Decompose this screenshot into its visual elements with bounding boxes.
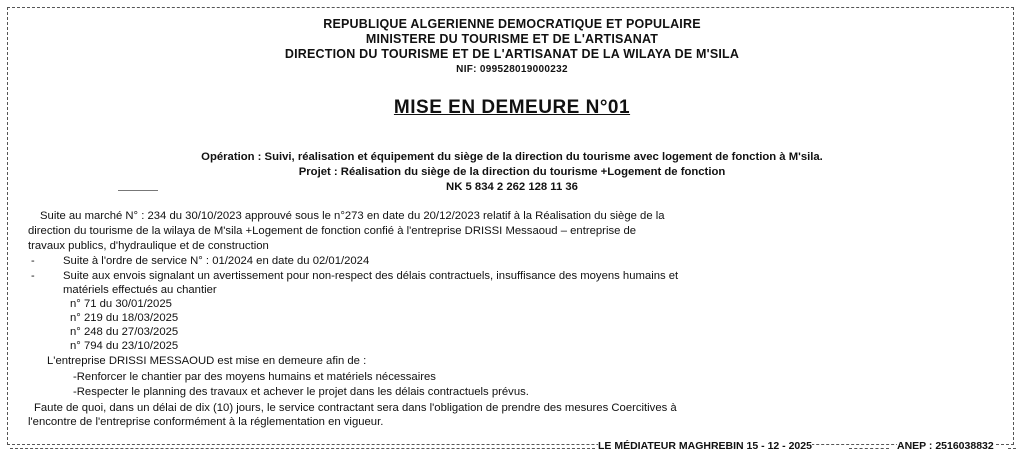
header-direction: DIRECTION DU TOURISME ET DE L'ARTISANAT DE LA WILAYA DE M'SILA — [284, 47, 740, 61]
para1-line3: travaux publics, d'hydraulique et de construction — [28, 240, 269, 252]
demeure-statement: L'entreprise DRISSI MESSAOUD est mise en demeure afin de : — [47, 355, 367, 367]
project-line: Projet : Réalisation du siège de la direction du tourisme +Logement de fonction — [298, 166, 726, 178]
bullet-warnings-line1: Suite aux envois signalant un avertissement pour non-respect des délais contractuels, insuffisance des moyens humains et — [63, 270, 679, 282]
operation-line: Opération : Suivi, réalisation et équipement du siège de la direction du tourisme avec logement de fonction à M'sila. — [201, 151, 823, 163]
footer-rule — [10, 448, 595, 449]
footer-rule — [1008, 448, 1016, 449]
header-republic: REPUBLIQUE ALGERIENNE DEMOCRATIQUE ET POPULAIRE — [323, 17, 701, 31]
header-ministry: MINISTERE DU TOURISME ET DE L'ARTISANAT — [365, 32, 659, 46]
bullet-mark: - — [31, 270, 35, 282]
reference-item: n° 794 du 23/10/2025 — [70, 340, 179, 352]
bullet-mark: - — [31, 255, 35, 267]
bullet-service-order: Suite à l'ordre de service N° : 01/2024 en date du 02/01/2024 — [63, 255, 370, 267]
anep-number: ANEP : 2516038832 — [897, 440, 994, 452]
footer — [0, 437, 1024, 459]
para1-line1: Suite au marché N° : 234 du 30/10/2023 approuvé sous le n°273 en date du 20/12/2023 relatif à la Réalisation du siège de la — [40, 210, 665, 222]
reference-item: n° 219 du 18/03/2025 — [70, 312, 179, 324]
project-code: NK 5 834 2 262 128 11 36 — [446, 181, 578, 193]
publication-name: LE MÉDIATEUR MAGHREBIN 15 - 12 - 2025 — [598, 440, 812, 452]
closing-line2: l'encontre de l'entreprise conformément à la réglementation en vigueur. — [28, 416, 384, 428]
reference-item: n° 248 du 27/03/2025 — [70, 326, 179, 338]
divider — [118, 190, 158, 191]
reference-item: n° 71 du 30/01/2025 — [70, 298, 172, 310]
closing-line1: Faute de quoi, dans un délai de dix (10) jours, le service contractant sera dans l'obligation de prendre des mesures Coercitives à — [34, 402, 677, 414]
action-item: -Respecter le planning des travaux et achever le projet dans les délais contractuels prévus. — [73, 386, 529, 398]
footer-rule — [849, 448, 889, 449]
page-title: MISE EN DEMEURE N°01 — [393, 97, 631, 118]
bullet-warnings-line2: matériels effectués au chantier — [63, 284, 217, 296]
header-nif: NIF: 099528019000232 — [456, 64, 568, 75]
action-item: -Renforcer le chantier par des moyens humains et matériels nécessaires — [73, 371, 436, 383]
para1-line2: direction du tourisme de la wilaya de M'sila +Logement de fonction confié à l'entreprise DRISSI Messaoud – entreprise de — [28, 225, 637, 237]
